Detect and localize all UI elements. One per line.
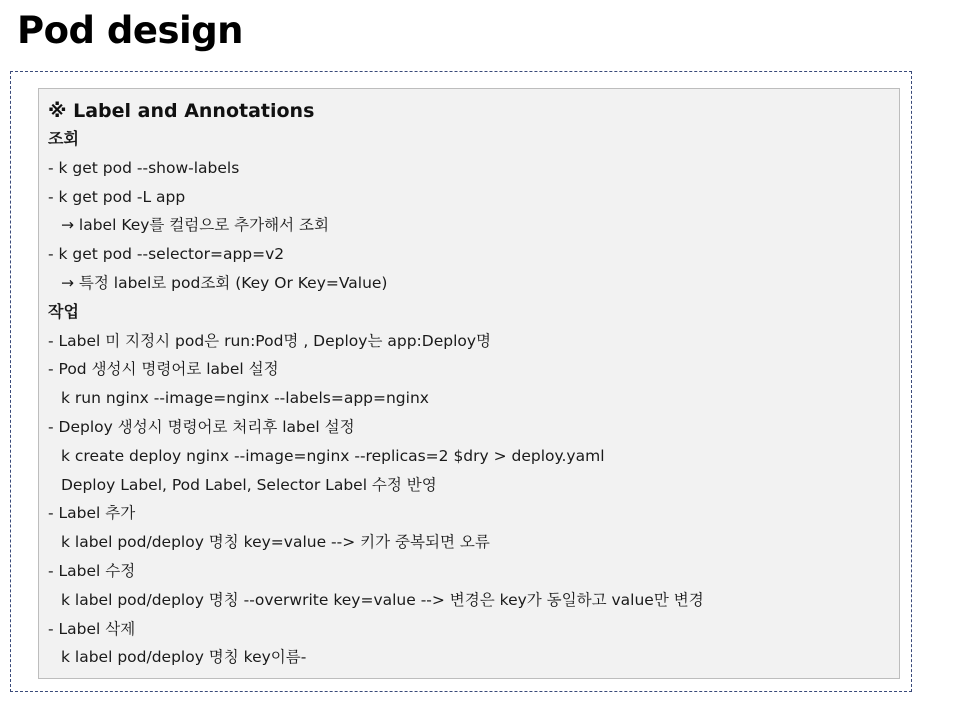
note-line: - Label 수정 (48, 561, 136, 580)
note-detail-line: k label pod/deploy 명칭 key이름- (61, 648, 307, 667)
note-heading: ※ Label and Annotations (48, 100, 315, 122)
note-line: - Deploy 생성시 명령어로 처리후 label 설정 (48, 417, 355, 436)
note-detail-line: Deploy Label, Pod Label, Selector Label 수정 반영 (61, 475, 437, 494)
note-line: - Label 추가 (48, 504, 136, 523)
note-detail-line: → label Key를 컬럼으로 추가해서 조회 (61, 216, 329, 235)
note-line: - k get pod -L app (48, 187, 186, 206)
section-heading: 조회 (48, 129, 79, 148)
note-detail-line: → 특정 label로 pod조회 (Key Or Key=Value) (61, 273, 388, 292)
note-line: - Label 삭제 (48, 619, 136, 638)
note-line: - Pod 생성시 명령어로 label 설정 (48, 360, 279, 379)
note-lines (48, 125, 899, 672)
note-detail-line: k run nginx --image=nginx --labels=app=nginx (61, 389, 429, 408)
note-line: - k get pod --selector=app=v2 (48, 245, 285, 264)
note-detail-line: k label pod/deploy 명칭 --overwrite key=value --> 변경은 key가 동일하고 value만 변경 (61, 590, 704, 609)
note-detail-line: k label pod/deploy 명칭 key=value --> 키가 중복되면 오류 (61, 533, 490, 552)
note-line: - Label 미 지정시 pod은 run:Pod명 , Deploy는 app:Deploy명 (48, 331, 491, 350)
page-title: Pod design (17, 9, 244, 52)
section-heading: 작업 (48, 301, 79, 321)
note-line: - k get pod --show-labels (48, 158, 240, 177)
label-annotations-note (38, 88, 900, 679)
note-detail-line: k create deploy nginx --image=nginx --replicas=2 $dry > deploy.yaml (61, 446, 605, 465)
content-frame (10, 71, 912, 692)
